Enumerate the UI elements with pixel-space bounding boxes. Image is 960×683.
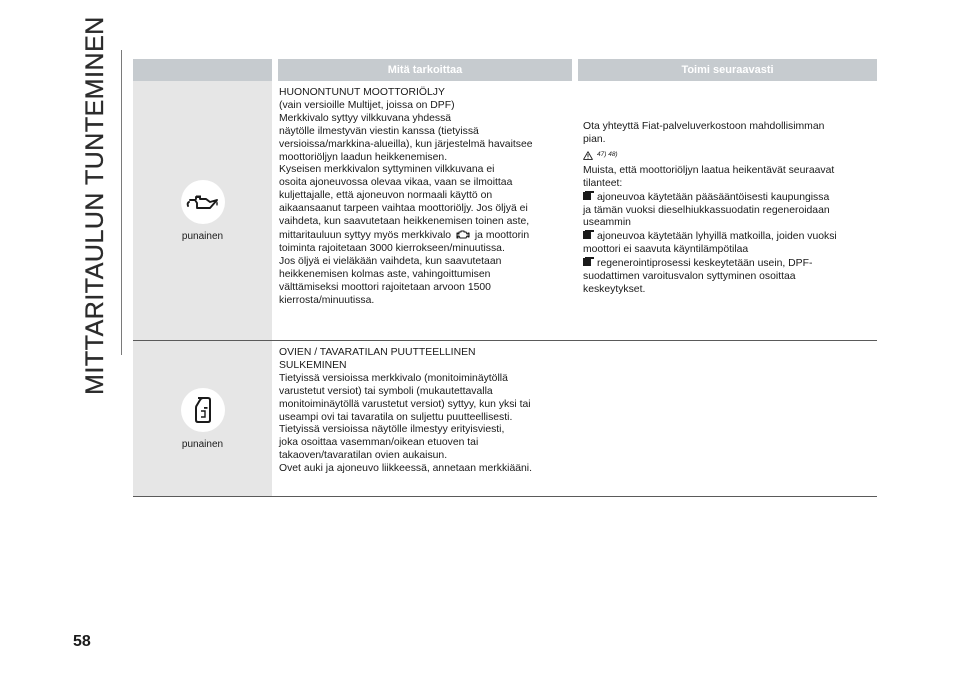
- text-line: Tietyissä versioissa merkkivalo (monitoiminäytöllä: [279, 372, 508, 384]
- table-header: [133, 59, 877, 81]
- warning-light-circle: [181, 180, 225, 224]
- text-line: moottoriöljyn laadun heikkenemisen.: [279, 151, 448, 163]
- text-line: toiminta rajoitetaan 3000 kierrokseen/minuutissa.: [279, 242, 505, 254]
- text-fragment: ja moottorin: [474, 229, 530, 241]
- engine-icon: [456, 229, 470, 240]
- text-line: HUONONTUNUT MOOTTORIÖLJY: [279, 87, 445, 98]
- meaning-cell: [272, 81, 578, 340]
- text-line: Jos öljyä ei vieläkään vaihdeta, kun saavutetaan: [279, 255, 502, 267]
- text-line: useammin: [583, 217, 631, 229]
- text-line: keskeytykset.: [583, 283, 646, 295]
- text-line: aikaansaanut tarpeen vaihtaa moottoriöljy. Jos öljyä ei: [279, 203, 528, 215]
- warning-refs: 47) 48): [597, 151, 618, 159]
- text-line: monitoiminäytöllä varustetut versiot) syttyy, kun yksi tai: [279, 398, 531, 410]
- color-label: punainen: [181, 230, 224, 242]
- square-bullet-icon: [583, 191, 594, 201]
- list-item: [583, 230, 873, 244]
- text-line: SULKEMINEN: [279, 359, 347, 371]
- warning-light-circle: [181, 388, 225, 432]
- text-line: Kyseisen merkkivalon syttyminen vilkkuvana ei: [279, 164, 495, 176]
- side-rule: [121, 50, 122, 355]
- icon-cell: [133, 341, 272, 496]
- text-line: useampi ovi tai tavaratila on suljettu puutteellisesti.: [279, 411, 513, 423]
- header-action: Toimi seuraavasti: [572, 59, 877, 81]
- text-line: joka osoittaa vasemman/oikean etuoven tai: [279, 437, 479, 449]
- door-open-icon: [193, 396, 213, 424]
- list-item: [583, 191, 873, 205]
- warning-triangle-icon: [583, 151, 593, 160]
- text-line: osoita ajoneuvossa olevaa vikaa, vaan se ilmoittaa: [279, 177, 513, 189]
- text-line: takaoven/tavaratilan ovien aukaisun.: [279, 450, 448, 462]
- text-fragment: mittaritauluun syttyy myös merkkivalo: [279, 229, 452, 241]
- table-row: [133, 81, 877, 341]
- text-line: pian.: [583, 133, 606, 145]
- warning-lights-table: [133, 59, 877, 497]
- section-title-vertical: [70, 15, 120, 395]
- table-row: [133, 341, 877, 497]
- icon-cell: [133, 81, 272, 340]
- text-line: tilanteet:: [583, 177, 623, 189]
- text-line: Muista, että moottoriöljyn laatua heikentävät seuraavat: [583, 164, 835, 176]
- action-cell: [578, 81, 877, 340]
- list-item-text: regenerointiprosessi keskeytetään usein, DPF-: [597, 258, 813, 270]
- text-line: Merkkivalo syttyy vilkkuvana yhdessä: [279, 112, 452, 124]
- action-cell-empty: [578, 341, 877, 496]
- section-title: MITTARITAULUN TUNTEMINEN: [80, 15, 109, 395]
- meaning-cell: [272, 341, 578, 496]
- list-item-text: ajoneuvoa käytetään pääsääntöisesti kaupungissa: [597, 191, 830, 203]
- text-line: välttämiseksi moottori rajoitetaan arvoon 1500: [279, 281, 491, 293]
- text-line: näytölle ilmestyvän viestin kanssa (tietyissä: [279, 125, 479, 137]
- text-line: vaihdeta, kun saavutetaan heikkenemisen toinen aste,: [279, 216, 530, 228]
- text-line: ja tämän vuoksi dieselhiukkassuodatin regeneroidaan: [583, 204, 830, 216]
- text-line-with-icon: [279, 229, 574, 243]
- text-line: (vain versioille Multijet, joissa on DPF): [279, 99, 455, 111]
- text-line: Ota yhteyttä Fiat-palveluverkostoon mahdollisimman: [583, 121, 825, 132]
- text-line: OVIEN / TAVARATILAN PUUTTEELLINEN: [279, 347, 476, 358]
- color-label: punainen: [181, 438, 224, 450]
- warning-reference: [583, 147, 873, 165]
- header-icon-col: [133, 59, 272, 81]
- oil-can-icon: [186, 192, 220, 212]
- list-item-text: ajoneuvoa käytetään lyhyillä matkoilla, joiden vuoksi: [597, 231, 837, 243]
- square-bullet-icon: [583, 230, 594, 240]
- square-bullet-icon: [583, 257, 594, 267]
- list-item: [583, 257, 873, 271]
- text-line: heikkenemisen kolmas aste, vahingoittumisen: [279, 268, 491, 280]
- text-line: kierrosta/minuutissa.: [279, 294, 375, 306]
- page-number: 58: [73, 633, 91, 650]
- text-line: varustetut versiot) tai symboli (mukautettavalla: [279, 385, 493, 397]
- text-line: Tietyissä versioissa näytölle ilmestyy erityisviesti,: [279, 424, 505, 436]
- text-line: versioissa/markkina-alueilla), kun järjestelmä havaitsee: [279, 138, 533, 150]
- text-line: kuljettajalle, että ajoneuvon normaali käyttö on: [279, 190, 493, 202]
- text-line: moottori ei saavuta käyntilämpötilaa: [583, 244, 749, 256]
- text-line: Ovet auki ja ajoneuvo liikkeessä, annetaan merkkiääni.: [279, 463, 532, 475]
- header-meaning: Mitä tarkoittaa: [272, 59, 572, 81]
- text-line: suodattimen varoitusvalon syttyminen osoittaa: [583, 271, 796, 283]
